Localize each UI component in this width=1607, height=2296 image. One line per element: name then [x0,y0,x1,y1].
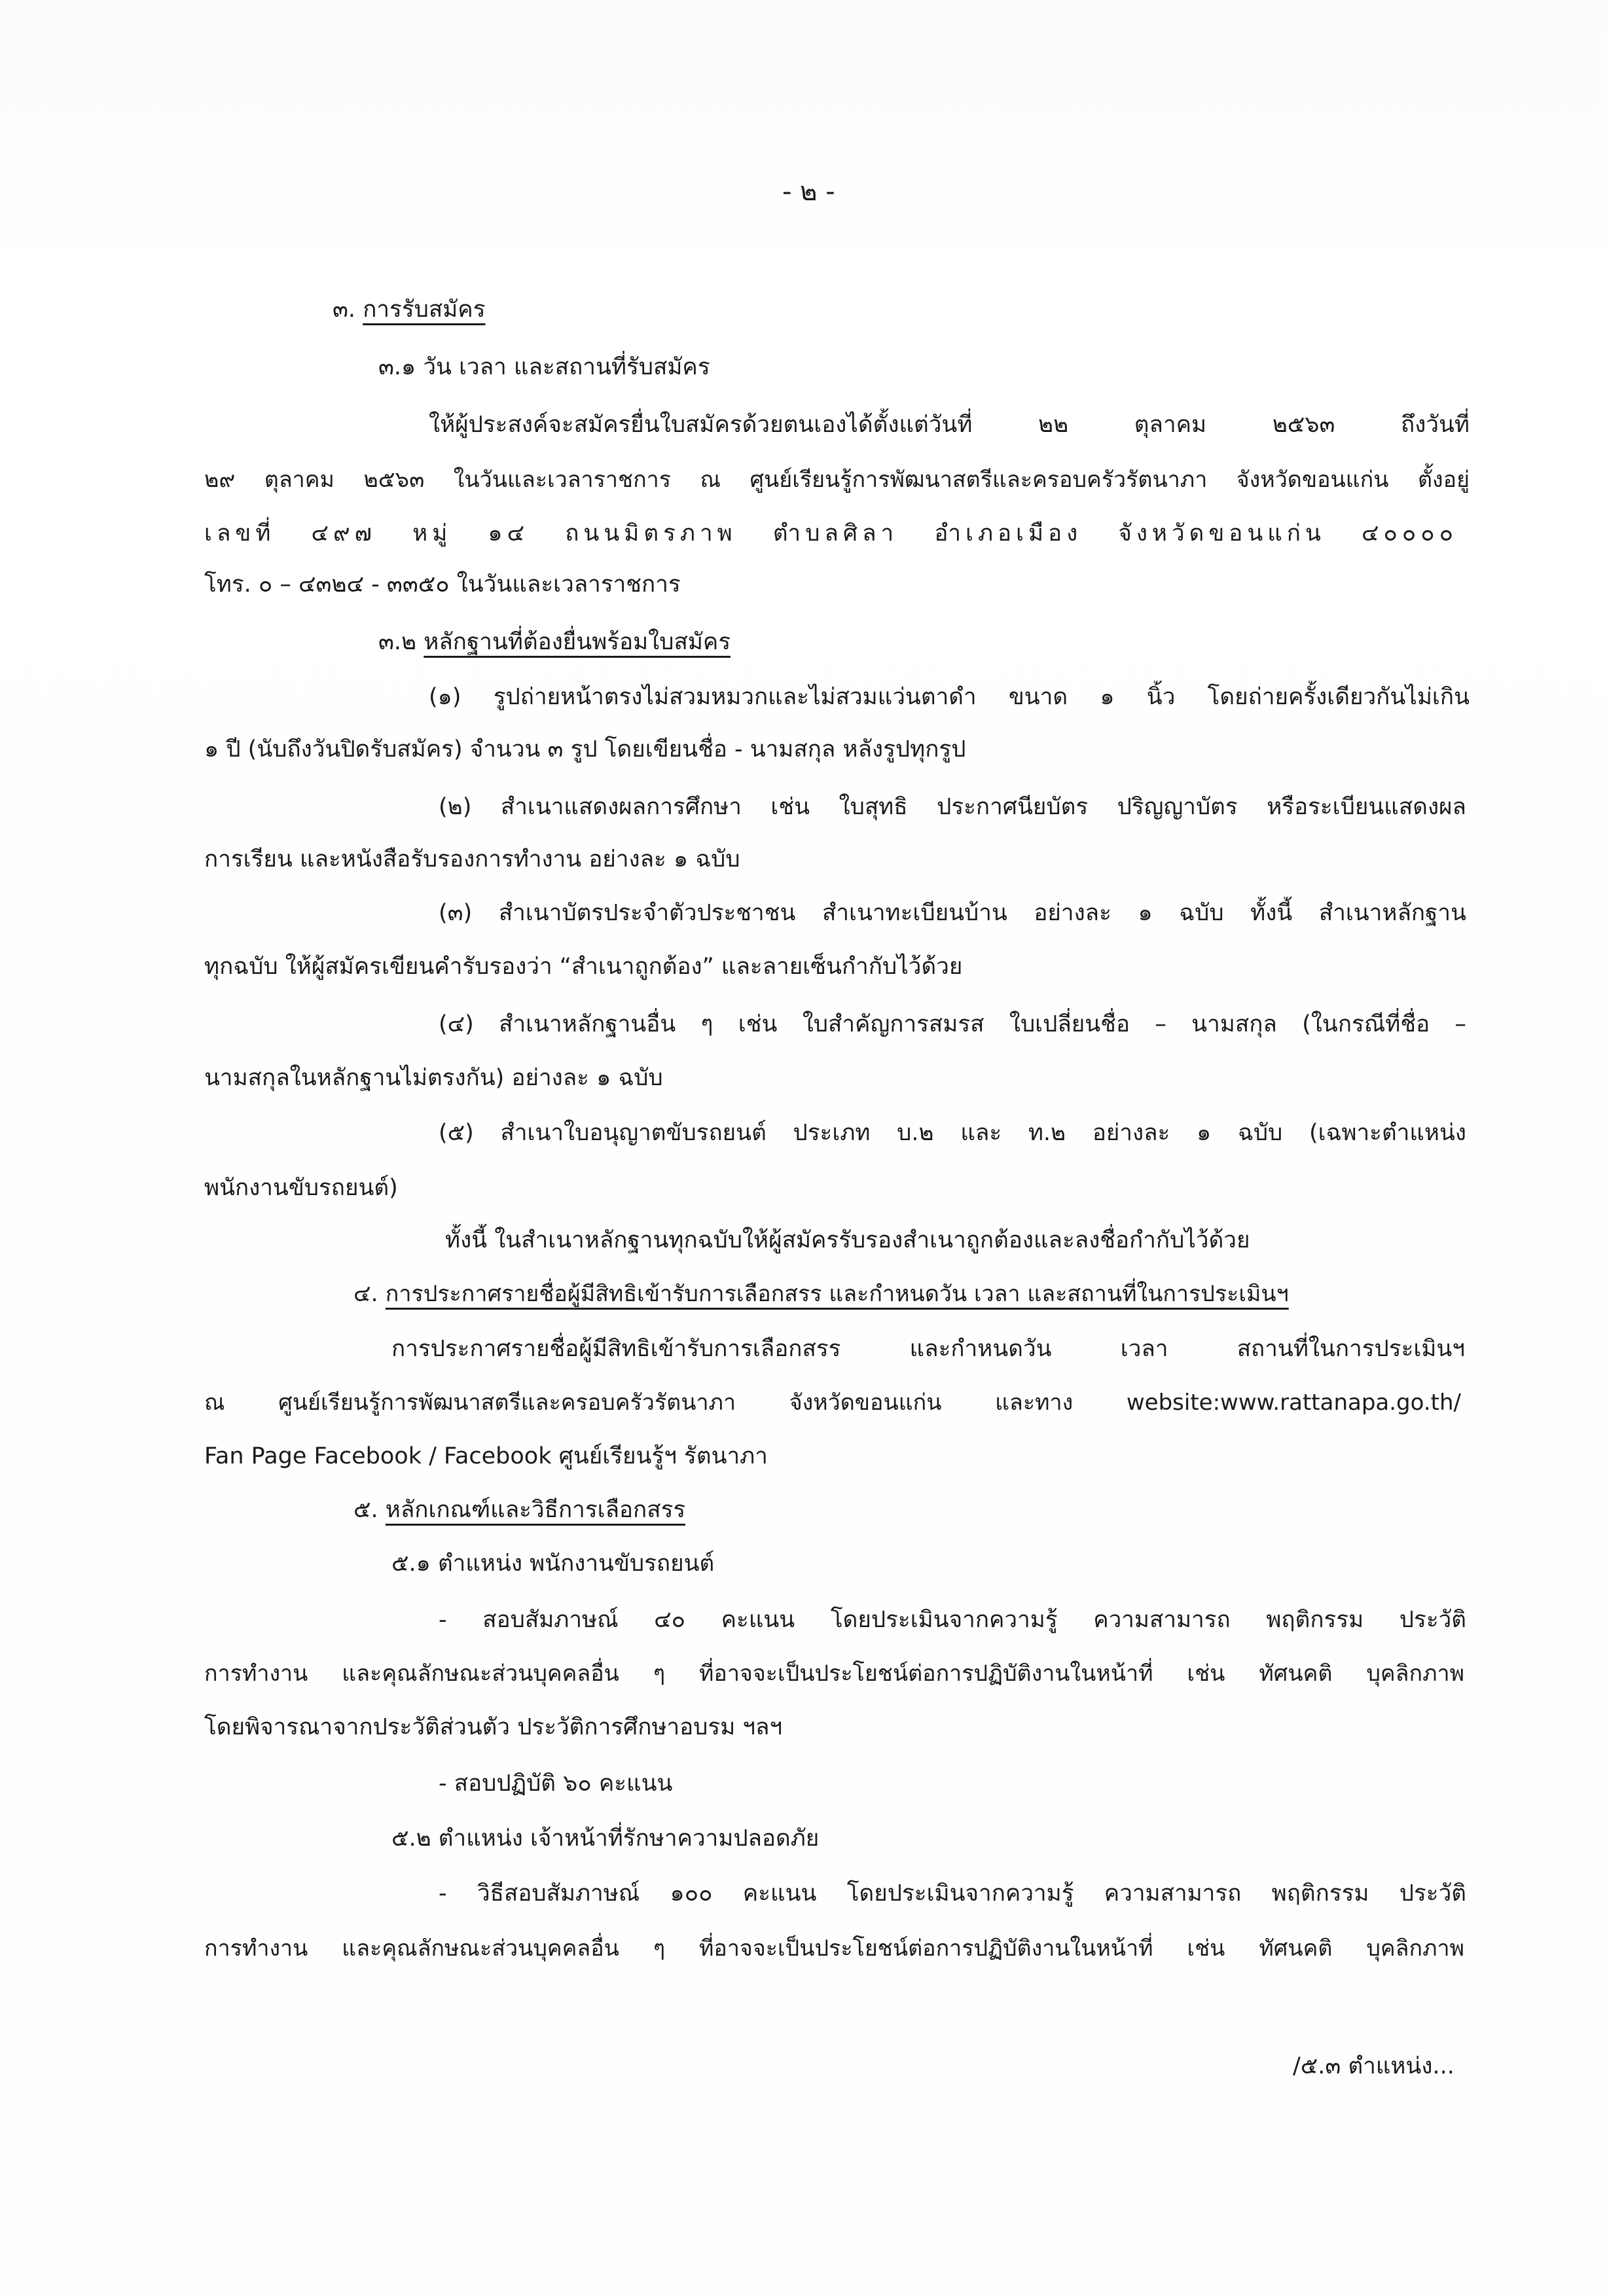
section-3-2-line: (๔) สำเนาหลักฐานอื่น ๆ เช่น ใบสำคัญการสมรส ใบเปลี่ยนชื่อ – นามสกุล (ในกรณีที่ชื่อ – [439,1011,1466,1037]
section-3-2-line: ทุกฉบับ ให้ผู้สมัครเขียนคำรับรองว่า “สำเนาถูกต้อง” และลายเซ็นกำกับไว้ด้วย [204,954,963,980]
section-3-1-line: ให้ผู้ประสงค์จะสมัครยื่นใบสมัครด้วยตนเองได้ตั้งแต่วันที่ ๒๒ ตุลาคม ๒๕๖๓ ถึงวันที่ [429,412,1470,438]
page-number: - ๒ - [782,177,835,207]
section-4-line: การประกาศรายชื่อผู้มีสิทธิเข้ารับการเลือกสรร และกำหนดวัน เวลา สถานที่ในการประเมินฯ [391,1336,1465,1362]
section-3-2-number: ๓.๒ [378,629,417,655]
section-3-2-line: พนักงานขับรถยนต์) [204,1175,398,1201]
section-3-2-line: นามสกุลในหลักฐานไม่ตรงกัน) อย่างละ ๑ ฉบับ [204,1065,663,1091]
section-3-2-heading [378,626,731,658]
section-3-2-line: (๑) รูปถ่ายหน้าตรงไม่สวมหมวกและไม่สวมแว่นตาดำ ขนาด ๑ นิ้ว โดยถ่ายครั้งเดียวกันไม่เกิน [429,684,1470,710]
section-5-1-line: - สอบสัมภาษณ์ ๔๐ คะแนน โดยประเมินจากความรู้ ความสามารถ พฤติกรรม ประวัติ [439,1607,1466,1633]
section-4-line: ณ ศูนย์เรียนรู้การพัฒนาสตรีและครอบครัวรัตนาภา จังหวัดขอนแก่น และทาง website:www.rattanapa.go.th/ [204,1390,1461,1416]
section-5-2-line: การทำงาน และคุณลักษณะส่วนบุคคลอื่น ๆ ที่อาจจะเป็นประโยชน์ต่อการปฏิบัติงานในหน้าที่ เช่น ทัศนคติ บุคลิกภาพ [204,1935,1464,1962]
section-4-heading [353,1278,1289,1310]
section-5-1-title: ๕.๑ ตำแหน่ง พนักงานขับรถยนต์ [391,1551,715,1577]
section-4-number: ๔. [353,1281,378,1307]
section-3-number: ๓. [333,296,356,323]
section-3-2-line: (๓) สำเนาบัตรประจำตัวประชาชน สำเนาทะเบียนบ้าน อย่างละ ๑ ฉบับ ทั้งนี้ สำเนาหลักฐาน [439,900,1466,926]
section-3-heading [333,293,486,326]
section-5-2-title: ๕.๒ ตำแหน่ง เจ้าหน้าที่รักษาความปลอดภัย [391,1825,820,1852]
section-3-title: การรับสมัคร [363,296,486,323]
section-3-1-line: โทร. ๐ – ๔๓๒๔ - ๓๓๕๐ ในวันและเวลาราชการ [204,571,681,598]
section-5-1-line: โดยพิจารณาจากประวัติส่วนตัว ประวัติการศึกษาอบรม ฯลฯ [204,1714,783,1740]
section-3-1-line: ๒๙ ตุลาคม ๒๕๖๓ ในวันและเวลาราชการ ณ ศูนย์เรียนรู้การพัฒนาสตรีและครอบครัวรัตนาภา จังหวัดขอนแก่น ตั้งอยู่ [204,467,1470,493]
section-3-2-line: (๒) สำเนาแสดงผลการศึกษา เช่น ใบสุทธิ ประกาศนียบัตร ปริญญาบัตร หรือระเบียนแสดงผล [439,794,1466,820]
section-5-number: ๕. [353,1497,378,1523]
section-5-heading [353,1494,685,1526]
section-5-title: หลักเกณฑ์และวิธีการเลือกสรร [385,1497,686,1523]
section-3-2-line: ทั้งนี้ ในสำเนาหลักฐานทุกฉบับให้ผู้สมัครรับรองสำเนาถูกต้องและลงชื่อกำกับไว้ด้วย [445,1227,1250,1253]
section-3-1-title: ๓.๑ วัน เวลา และสถานที่รับสมัคร [378,354,710,380]
section-3-1-line: เลขที่ ๔๙๗ หมู่ ๑๔ ถนนมิตรภาพ ตำบลศิลา อำเภอเมือง จังหวัดขอนแก่น ๔๐๐๐๐ [204,520,1458,547]
section-4-title: การประกาศรายชื่อผู้มีสิทธิเข้ารับการเลือกสรร และกำหนดวัน เวลา และสถานที่ในการประเมินฯ [385,1281,1289,1307]
section-3-2-line: ๑ ปี (นับถึงวันปิดรับสมัคร) จำนวน ๓ รูป โดยเขียนชื่อ - นามสกุล หลังรูปทุกรูป [204,736,966,762]
section-4-line: Fan Page Facebook / Facebook ศูนย์เรียนรู้ฯ รัตนาภา [204,1443,768,1469]
continuation-note: /๕.๓ ตำแหน่ง... [1293,2053,1454,2079]
section-3-2-line: (๕) สำเนาใบอนุญาตขับรถยนต์ ประเภท บ.๒ และ ท.๒ อย่างละ ๑ ฉบับ (เฉพาะตำแหน่ง [439,1120,1466,1146]
section-5-2-line: - วิธีสอบสัมภาษณ์ ๑๐๐ คะแนน โดยประเมินจากความรู้ ความสามารถ พฤติกรรม ประวัติ [439,1880,1466,1907]
section-5-1-line: การทำงาน และคุณลักษณะส่วนบุคคลอื่น ๆ ที่อาจจะเป็นประโยชน์ต่อการปฏิบัติงานในหน้าที่ เช่น ทัศนคติ บุคลิกภาพ [204,1660,1464,1687]
section-3-2-line: การเรียน และหนังสือรับรองการทำงาน อย่างละ ๑ ฉบับ [204,846,740,872]
section-5-1-line: - สอบปฏิบัติ ๖๐ คะแนน [439,1770,673,1797]
section-3-2-title: หลักฐานที่ต้องยื่นพร้อมใบสมัคร [424,629,731,655]
